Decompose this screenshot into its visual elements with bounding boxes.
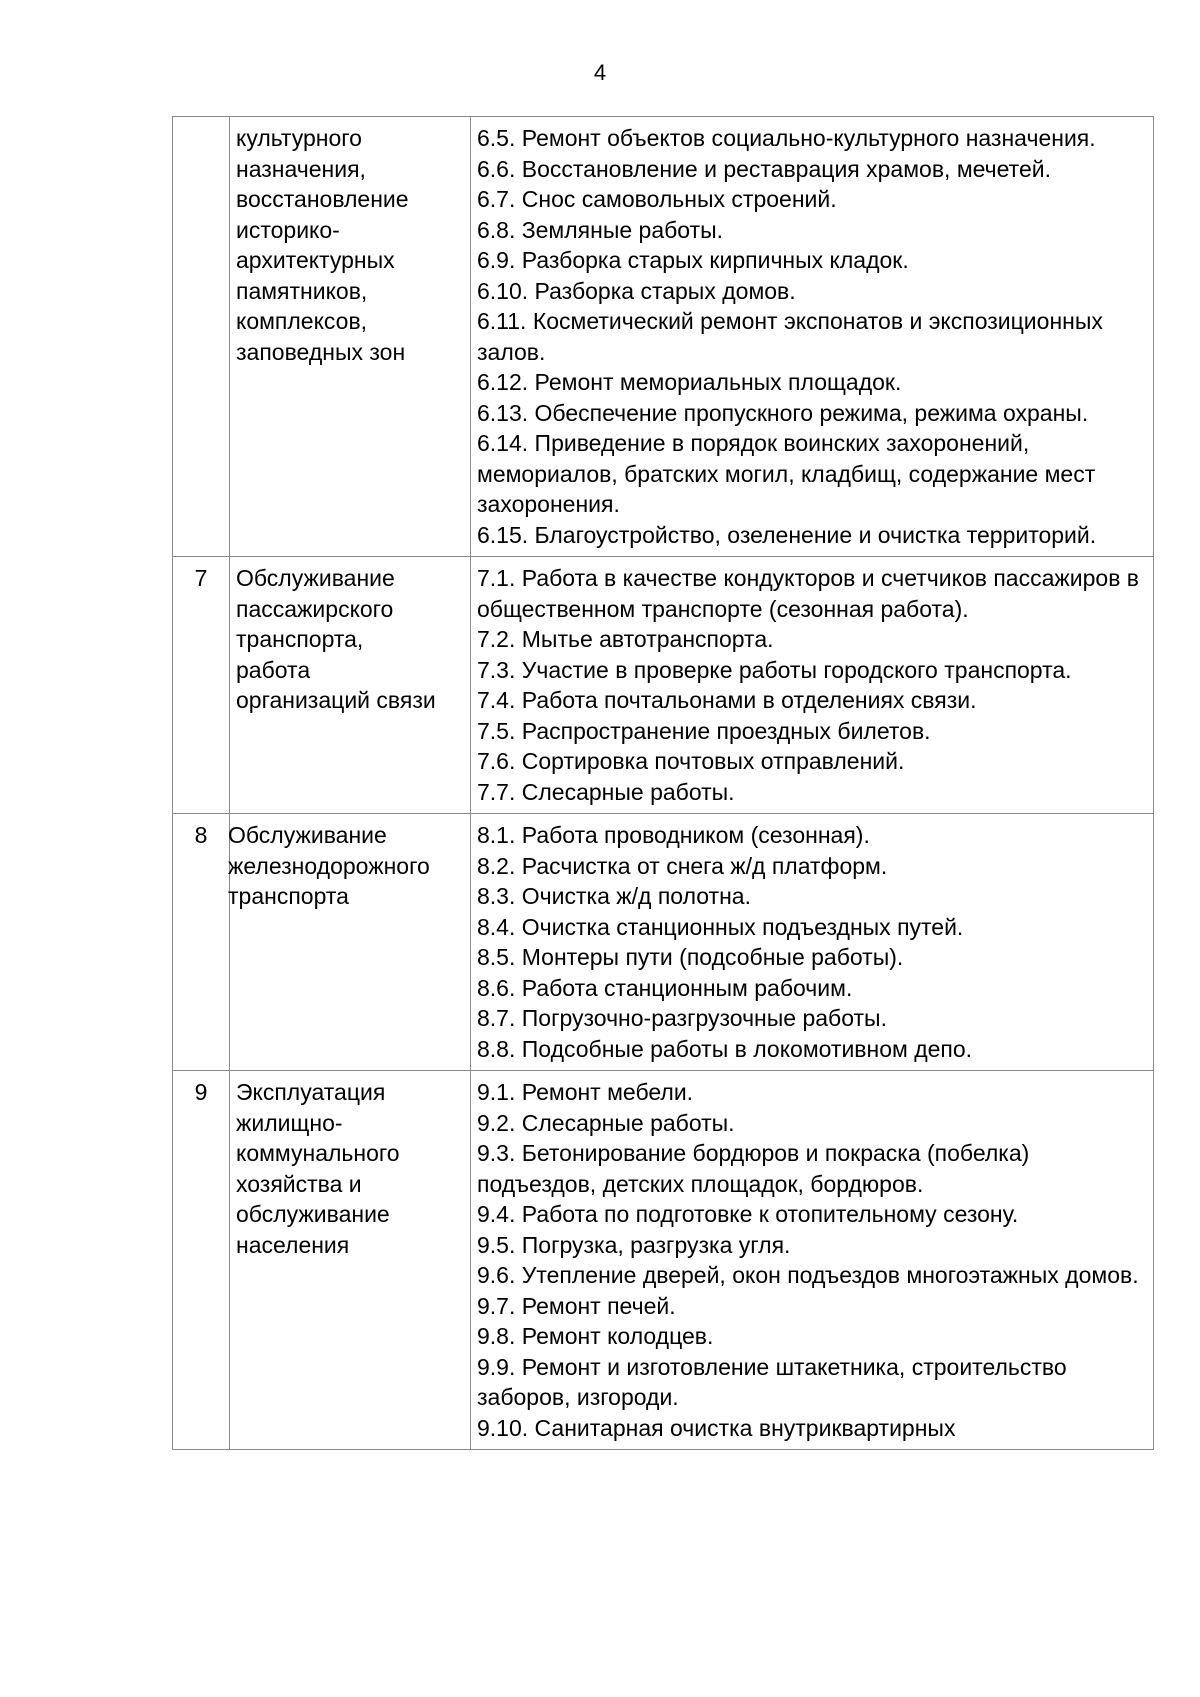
table-row	[173, 814, 1154, 1071]
category-cell	[230, 814, 471, 1071]
category-line: Обслуживание	[228, 822, 387, 848]
list-item: 9.9. Ремонт и изготовление штакетника, строительство заборов, изгороди.	[477, 1353, 1067, 1410]
items-cell	[471, 814, 1154, 1071]
list-item: 6.8. Земляные работы.	[477, 216, 724, 243]
category-line: обслуживание	[236, 1201, 390, 1227]
list-item: 9.7. Ремонт печей.	[477, 1292, 676, 1319]
category-line: транспорта	[228, 883, 349, 909]
items-cell	[471, 1071, 1154, 1450]
list-item: 6.6. Восстановление и реставрация храмов, мечетей.	[477, 155, 1051, 182]
category-line: Обслуживание	[236, 565, 395, 591]
category-cell	[230, 557, 471, 814]
list-item: 6.15. Благоустройство, озеленение и очистка территорий.	[477, 521, 1097, 548]
list-item: 6.11. Косметический ремонт экспонатов и экспозиционных залов.	[477, 308, 1103, 365]
row-number: 9	[173, 1071, 230, 1450]
list-item: 6.10. Разборка старых домов.	[477, 277, 796, 304]
table-row	[173, 117, 1154, 557]
table-row	[173, 557, 1154, 814]
items-cell	[471, 117, 1154, 557]
list-item: 6.12. Ремонт мемориальных площадок.	[477, 369, 902, 395]
list-item: 8.7. Погрузочно-разгрузочные работы.	[477, 1005, 887, 1031]
list-item: 6.9. Разборка старых кирпичных кладок.	[477, 247, 909, 273]
list-item: 9.5. Погрузка, разгрузка угля.	[477, 1231, 791, 1258]
list-item: 7.7. Слесарные работы.	[477, 778, 735, 805]
list-item: 9.2. Слесарные работы.	[477, 1109, 735, 1136]
category-line: организаций связи	[236, 687, 436, 713]
list-item: 8.3. Очистка ж/д полотна.	[477, 883, 751, 909]
list-item: 8.4. Очистка станционных подъездных путей.	[477, 913, 964, 940]
list-item: 9.8. Ремонт колодцев.	[477, 1323, 714, 1349]
list-item: 7.6. Сортировка почтовых отправлений.	[477, 748, 905, 774]
category-line: пассажирского	[236, 595, 394, 622]
category-line: работа	[236, 656, 311, 683]
category-line: комплексов,	[236, 308, 368, 334]
list-item: 9.1. Ремонт мебели.	[477, 1079, 694, 1105]
list-item: 6.7. Снос самовольных строений.	[477, 186, 837, 212]
list-item: 6.5. Ремонт объектов социально-культурного назначения.	[477, 125, 1096, 151]
category-line: архитектурных	[236, 247, 395, 273]
list-item: 8.6. Работа станционным рабочим.	[477, 974, 853, 1001]
category-cell	[230, 1071, 471, 1450]
row-number: 8	[173, 814, 230, 1071]
items-cell	[471, 557, 1154, 814]
list-item: 9.6. Утепление дверей, окон подъездов многоэтажных домов.	[477, 1262, 1139, 1288]
category-line: Эксплуатация	[236, 1079, 386, 1105]
list-item: 7.5. Распространение проездных билетов.	[477, 717, 931, 744]
row-number	[173, 117, 230, 557]
category-line: коммунального	[236, 1140, 400, 1166]
page-number: 4	[593, 60, 607, 85]
table-row	[173, 1071, 1154, 1450]
list-item: 7.4. Работа почтальонами в отделениях связи.	[477, 687, 977, 713]
list-item: 8.1. Работа проводником (сезонная).	[477, 822, 870, 848]
list-item: 7.1. Работа в качестве кондукторов и счетчиков пассажиров в общественном транспорте (сезонная работа).	[477, 565, 1140, 622]
category-line: историко-	[236, 216, 340, 243]
category-line: населения	[236, 1231, 350, 1258]
category-line: восстановление	[236, 186, 409, 212]
list-item: 8.5. Монтеры пути (подсобные работы).	[477, 944, 904, 970]
list-item: 7.2. Мытье автотранспорта.	[477, 626, 774, 652]
list-item: 7.3. Участие в проверке работы городского транспорта.	[477, 656, 1072, 683]
list-item: 6.14. Приведение в порядок воинских захоронений, мемориалов, братских могил, кладбищ, содержание мест захоронения.	[477, 430, 1096, 517]
category-line: железнодорожного	[228, 852, 430, 879]
category-line: культурного	[236, 125, 362, 151]
list-item: 9.10. Санитарная очистка внутриквартирных	[477, 1414, 956, 1441]
works-table	[172, 116, 1154, 1450]
category-line: жилищно-	[236, 1109, 343, 1136]
list-item: 9.4. Работа по подготовке к отопительному сезону.	[477, 1201, 1019, 1227]
list-item: 8.2. Расчистка от снега ж/д платформ.	[477, 852, 888, 879]
category-line: памятников,	[236, 277, 368, 304]
category-line: заповедных зон	[236, 338, 406, 365]
row-number: 7	[173, 557, 230, 814]
category-line: назначения,	[236, 155, 366, 182]
category-line: транспорта,	[236, 626, 364, 652]
category-line: хозяйства и	[236, 1170, 362, 1197]
list-item: 6.13. Обеспечение пропускного режима, режима охраны.	[477, 399, 1089, 426]
category-cell	[230, 117, 471, 557]
list-item: 9.3. Бетонирование бордюров и покраска (побелка) подъездов, детских площадок, бордюров.	[477, 1140, 1030, 1197]
list-item: 8.8. Подсобные работы в локомотивном депо.	[477, 1035, 973, 1062]
